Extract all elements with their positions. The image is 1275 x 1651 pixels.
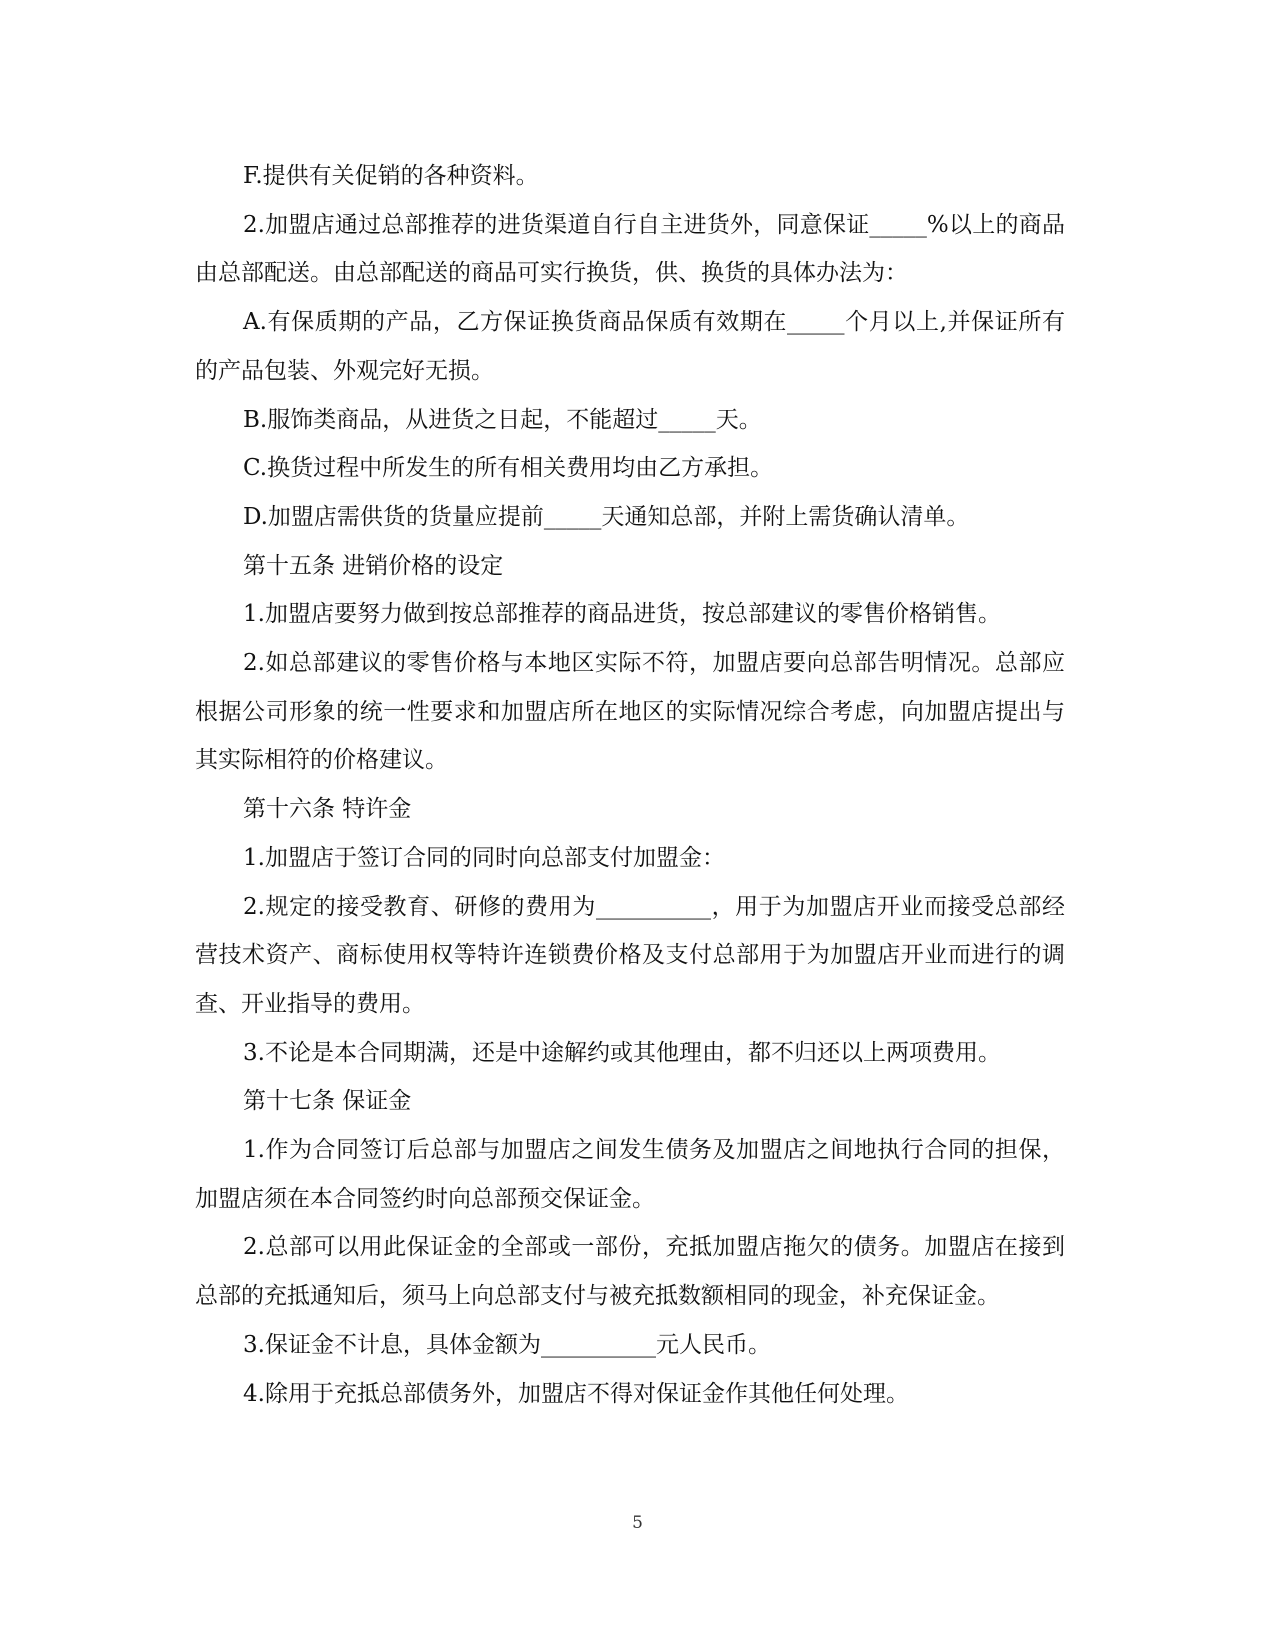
- clause-2-distribution: 2.加盟店通过总部推荐的进货渠道自行自主进货外，同意保证_____%以上的商品由总部配送。由总部配送的商品可实行换货，供、换货的具体办法为：: [195, 211, 1065, 287]
- page-number: 5: [632, 1513, 643, 1533]
- item-a-shelf-life: A.有保质期的产品，乙方保证换货商品保质有效期在_____个月以上,并保证所有的产品包装、外观完好无损。: [195, 309, 1065, 384]
- item-c-exchange-costs: C.换货过程中所发生的所有相关费用均由乙方承担。: [243, 455, 774, 482]
- article-16-heading: 第十六条 特许金: [243, 796, 412, 823]
- article-17-clause-3: 3.保证金不计息，具体金额为__________元人民币。: [243, 1331, 771, 1358]
- article-17-clause-4: 4.除用于充抵总部债务外，加盟店不得对保证金作其他任何处理。: [243, 1380, 909, 1407]
- item-f-promotion-materials: F.提供有关促销的各种资料。: [243, 163, 539, 189]
- document-body: [195, 152, 1065, 1418]
- article-16-clause-3: 3.不论是本合同期满，还是中途解约或其他理由，都不归还以上两项费用。: [243, 1039, 1001, 1066]
- article-15-clause-2: 2.如总部建议的零售价格与本地区实际不符，加盟店要向总部告明情况。总部应根据公司形象的统一性要求和加盟店所在地区的实际情况综合考虑，向加盟店提出与其实际相符的价格建议。: [195, 650, 1065, 774]
- article-16-clause-2: 2.规定的接受教育、研修的费用为__________，用于为加盟店开业而接受总部经营技术资产、商标使用权等特许连锁费价格及支付总部用于为加盟店开业而进行的调查、开业指导的费用。: [195, 893, 1065, 1017]
- article-17-heading: 第十七条 保证金: [243, 1088, 412, 1115]
- article-17-clause-1: 1.作为合同签订后总部与加盟店之间发生债务及加盟店之间地执行合同的担保，加盟店须在本合同签约时向总部预交保证金。: [195, 1137, 1065, 1212]
- article-15-heading: 第十五条 进销价格的设定: [243, 552, 504, 579]
- article-16-clause-1: 1.加盟店于签订合同的同时向总部支付加盟金：: [243, 844, 725, 871]
- article-15-clause-1: 1.加盟店要努力做到按总部推荐的商品进货，按总部建议的零售价格销售。: [243, 601, 1001, 628]
- item-d-advance-notice: D.加盟店需供货的货量应提前_____天通知总部，并附上需货确认清单。: [243, 503, 970, 530]
- item-b-apparel: B.服饰类商品，从进货之日起，不能超过_____天。: [243, 406, 762, 433]
- article-17-clause-2: 2.总部可以用此保证金的全部或一部份，充抵加盟店拖欠的债务。加盟店在接到总部的充抵通知后，须马上向总部支付与被充抵数额相同的现金，补充保证金。: [195, 1234, 1065, 1310]
